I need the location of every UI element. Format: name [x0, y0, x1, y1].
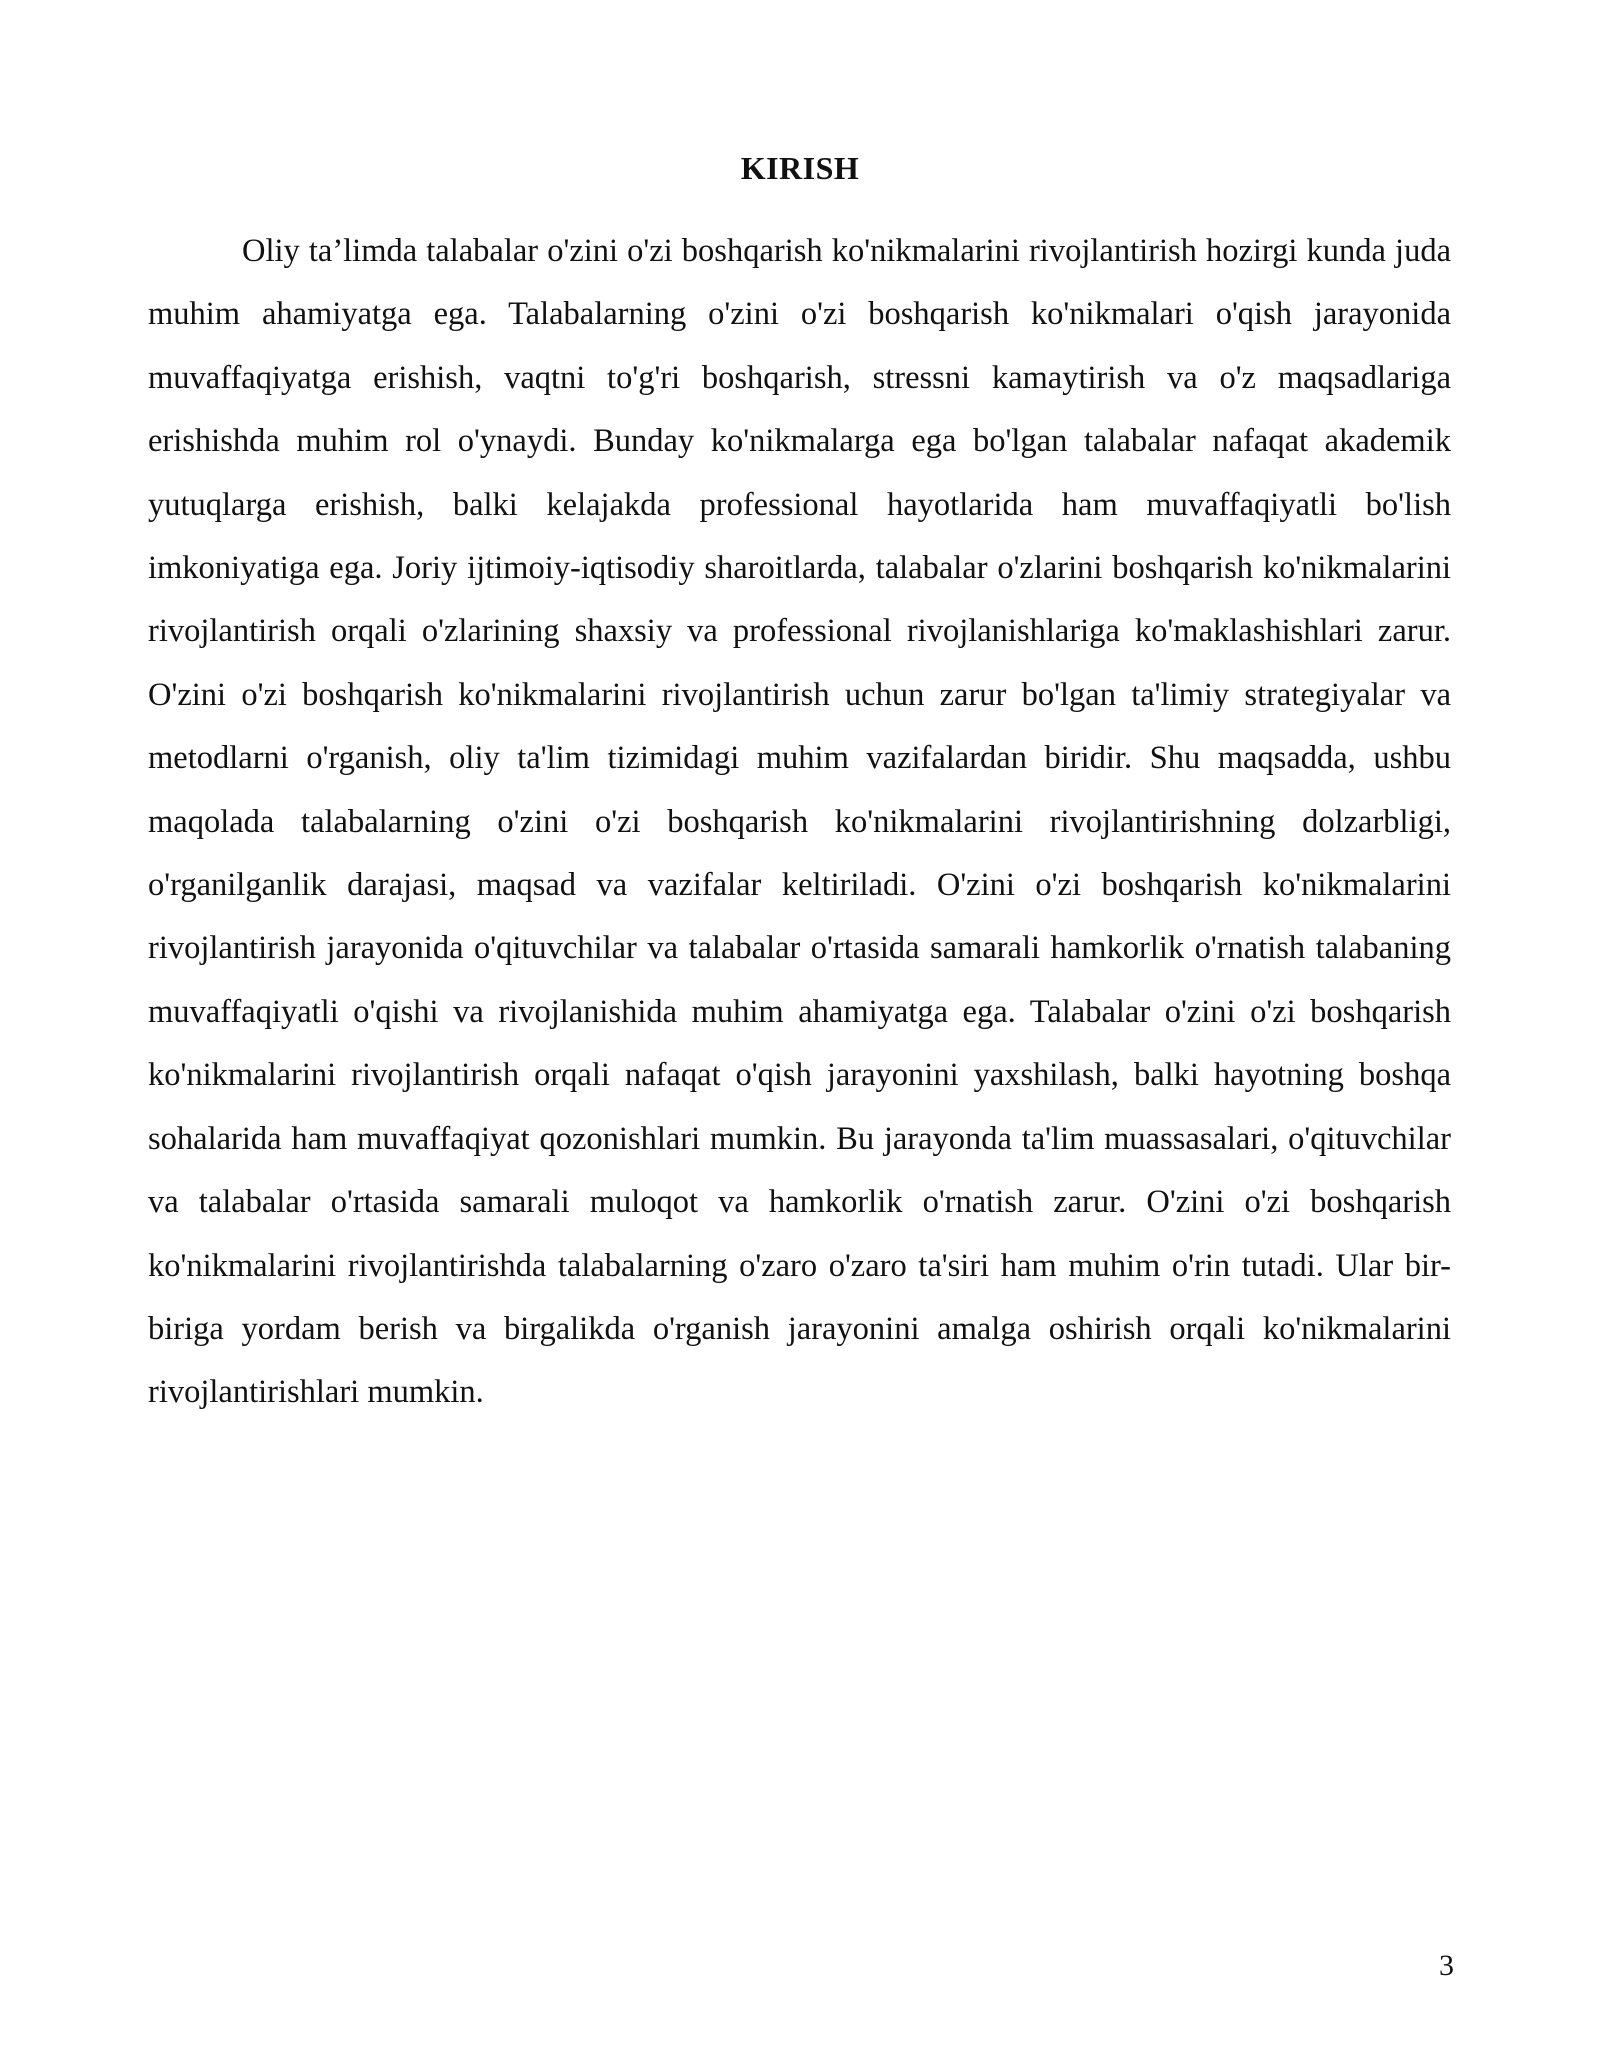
body-paragraph: Oliy ta’limda talabalar o'zini o'zi boshqarish ko'nikmalarini rivojlantirish hozirgi kunda juda muhim ahamiyatga ega. Talabalarning o'zini o'zi boshqarish ko'nikmalari o'qish jarayonida muvaffaqiyatga erishish, vaqtni to'g'ri boshqarish, stressni kamaytirish va o'z maqsadlariga erishishda muhim rol o'ynaydi. Bunday ko'nikmalarga ega bo'lgan talabalar nafaqat akademik yutuqlarga erishish, balki kelajakda professional hayotlarida ham muvaffaqiyatli bo'lish imkoniyatiga ega. Joriy ijtimoiy-iqtisodiy sharoitlarda, talabalar o'zlarini boshqarish ko'nikmalarini rivojlantirish orqali o'zlarining shaxsiy va professional rivojlanishlariga ko'maklashishlari zarur. O'zini o'zi boshqarish ko'nikmalarini rivojlantirish uchun zarur bo'lgan ta'limiy strategiyalar va metodlarni o'rganish, oliy ta'lim tizimidagi muhim vazifalardan biridir. Shu maqsadda, ushbu maqolada talabalarning o'zini o'zi boshqarish ko'nikmalarini rivojlantirishning dolzarbligi, o'rganilganlik darajasi, maqsad va vazifalar keltiriladi. O'zini o'zi boshqarish ko'nikmalarini rivojlantirish jarayonida o'qituvchilar va talabalar o'rtasida samarali hamkorlik o'rnatish talabaning muvaffaqiyatli o'qishi va rivojlanishida muhim ahamiyatga ega. Talabalar o'zini o'zi boshqarish ko'nikmalarini rivojlantirish orqali nafaqat o'qish jarayonini yaxshilash, balki hayotning boshqa sohalarida ham muvaffaqiyat qozonishlari mumkin. Bu jarayonda ta'lim muassasalari, o'qituvchilar va talabalar o'rtasida samarali muloqot va hamkorlik o'rnatish zarur. O'zini o'zi boshqarish ko'nikmalarini rivojlantirishda talabalarning o'zaro o'zaro ta'siri ham muhim o'rin tutadi. Ular bir-biriga yordam berish va birgalikda o'rganish jarayonini amalga oshirish orqali ko'nikmalarini rivojlantirishlari mumkin. — [148, 233, 1451, 1411]
section-title: KIRISH — [740, 150, 860, 186]
page-number: 3 — [1439, 1949, 1454, 1982]
